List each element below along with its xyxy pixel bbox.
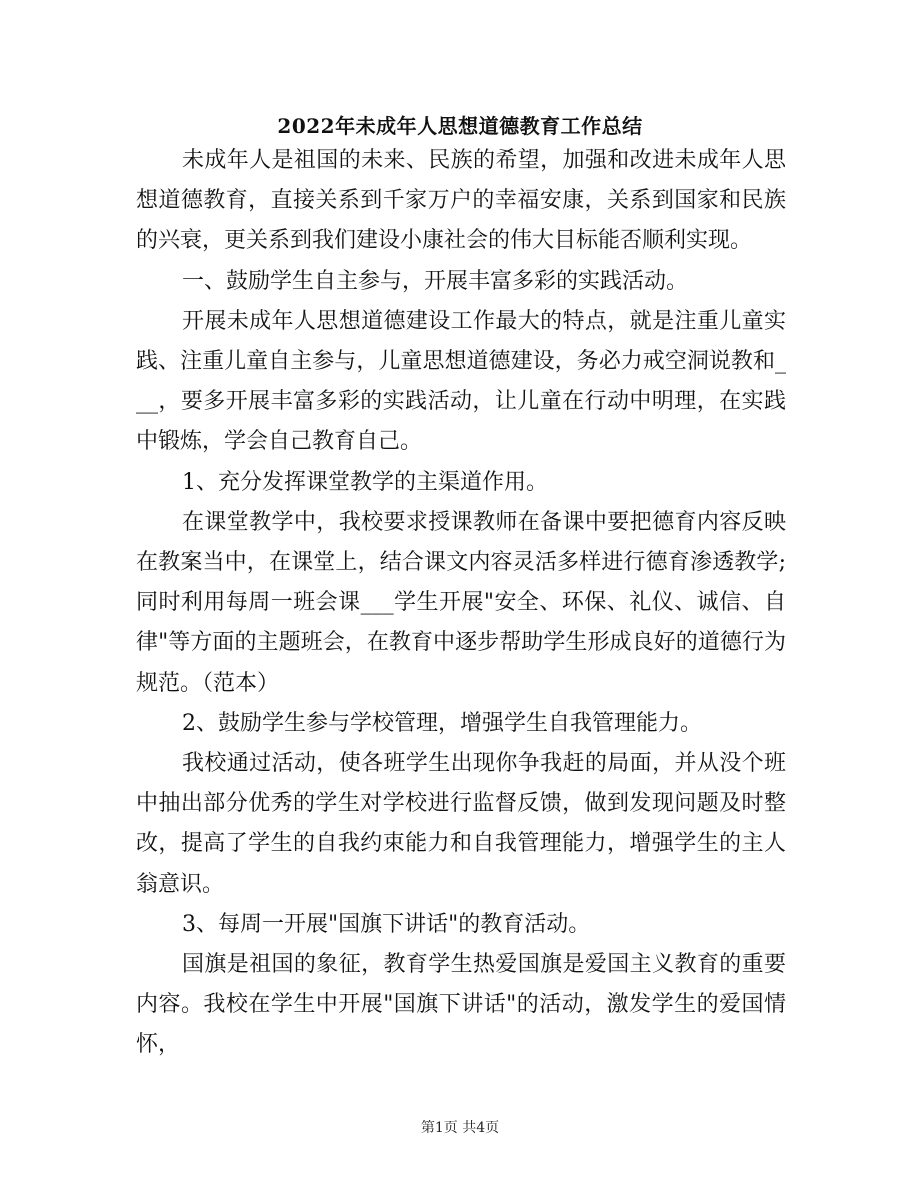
section-heading-1: 一、鼓励学生自主参与，开展丰富多彩的实践活动。 [182, 268, 689, 294]
document-title: 2022年未成年人思想道德教育工作总结 [277, 114, 643, 138]
paragraph-management: 我校通过活动，使各班学生出现你争我赶的局面，并从没个班中抽出部分优秀的学生对学校进行监督反馈，做到发现问题及时整改，提高了学生的自我约束能力和自我管理能力，增强学生的主人翁意识。 [136, 751, 786, 897]
subheading-3: 3、每周一开展"国旗下讲话"的教育活动。 [182, 911, 591, 937]
paragraph-flag: 国旗是祖国的象征，教育学生热爱国旗是爱国主义教育的重要内容。我校在学生中开展"国旗下讲话"的活动，激发学生的爱国情怀， [136, 952, 786, 1058]
subheading-2: 2、鼓励学生参与学校管理，增强学生自我管理能力。 [182, 710, 702, 736]
paragraph-intro: 未成年人是祖国的未来、民族的希望，加强和改进未成年人思想道德教育，直接关系到千家万户的幸福安康，关系到国家和民族的兴衰，更关系到我们建设小康社会的伟大目标能否顺利实现。 [136, 148, 786, 254]
paragraph-section-1: 开展未成年人思想道德建设工作最大的特点，就是注重儿童实践、注重儿童自主参与，儿童思想道德建设，务必力戒空洞说教和___，要多开展丰富多彩的实践活动，让儿童在行动中明理，在实践中锻炼，学会自己教育自己。 [136, 308, 786, 455]
document-body [136, 141, 786, 1066]
page-footer: 第1页 共4页 [420, 1120, 500, 1136]
paragraph-classroom: 在课堂教学中，我校要求授课教师在备课中要把德育内容反映在教案当中，在课堂上，结合课文内容灵活多样进行德育渗透教学;同时利用每周一班会课___学生开展"安全、环保、礼仪、诚信、自律"等方面的主题班会，在教育中逐步帮助学生形成良好的道德行为规范。（范本） [136, 509, 786, 696]
subheading-1: 1、充分发挥课堂教学的主渠道作用。 [182, 469, 548, 495]
